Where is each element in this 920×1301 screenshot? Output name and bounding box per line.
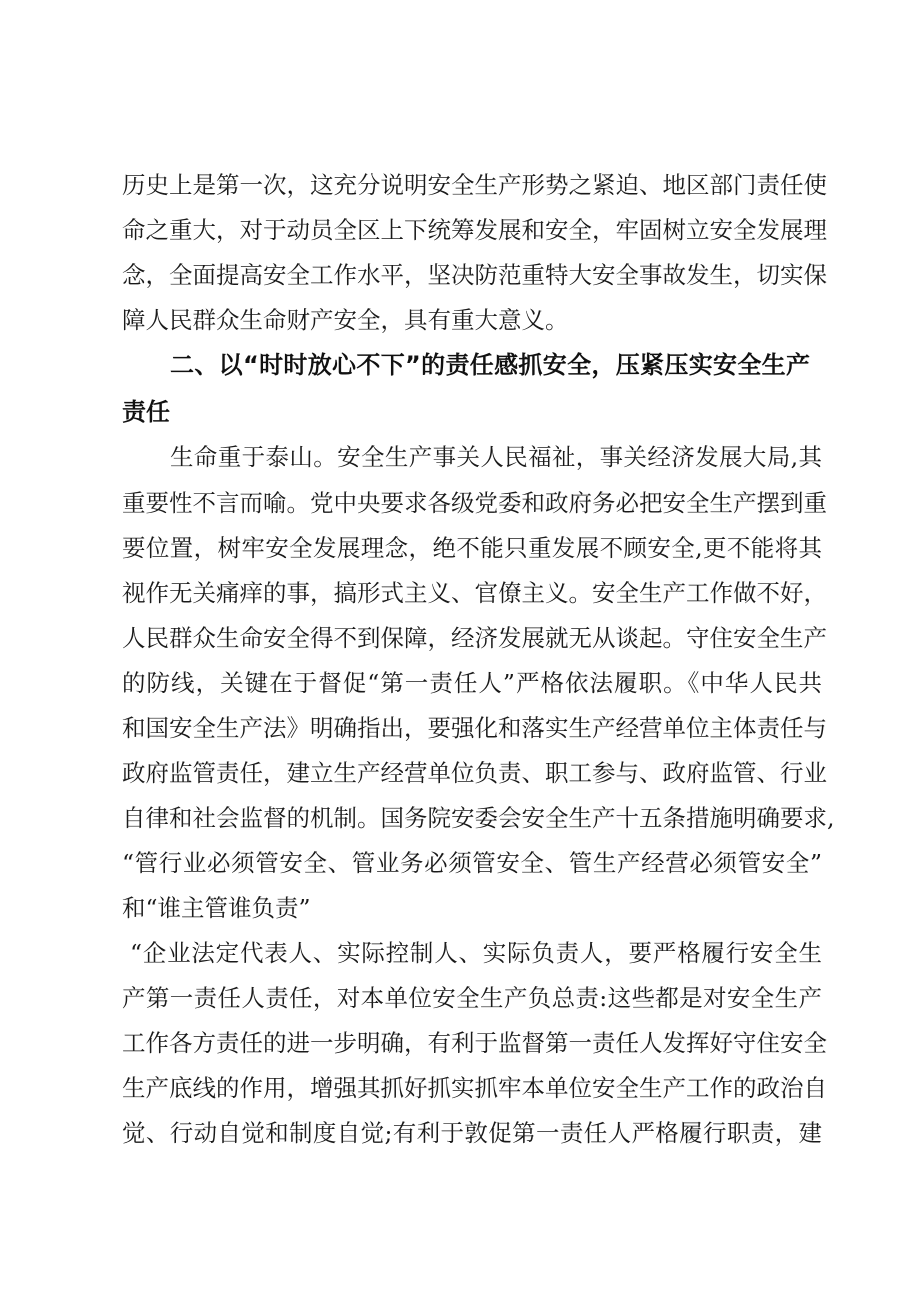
text-line: “企业法定代表人、实际控制人、实际负责人，要严格履行安全生 (130, 939, 822, 967)
heading-line: 二、以“时时放心不下”的责任感抓安全，压紧压实安全生产 (170, 351, 810, 379)
text-line: 障人民群众生命财产安全，具有重大意义。 (122, 306, 569, 334)
text-line: 和“谁主管谁负责” (122, 894, 311, 922)
text-line: 的防线，关键在于督促“第一责任人”严格依法履职。《中华人民共 (122, 669, 822, 697)
text-line: 政府监管责任，建立生产经营单位负责、职工参与、政府监管、行业 (122, 759, 827, 787)
text-line: 要位置，树牢安全发展理念，绝不能只重发展不顾安全,更不能将其 (122, 534, 822, 562)
text-line: 觉、行动自觉和制度自觉;有利于敦促第一责任人严格履行职责，建 (122, 1119, 822, 1147)
text-line: 产第一责任人责任，对本单位安全生产负总责:这些都是对安全生产 (122, 984, 822, 1012)
text-line: 命之重大，对于动员全区上下统筹发展和安全，牢固树立安全发展理 (122, 216, 827, 244)
text-line: 重要性不言而喻。党中央要求各级党委和政府务必把安全生产摆到重 (122, 489, 827, 517)
text-line: 生产底线的作用，增强其抓好抓实抓牢本单位安全生产工作的政治自 (122, 1074, 827, 1102)
text-line: 生命重于泰山。安全生产事关人民福祉，事关经济发展大局,其 (170, 443, 822, 471)
text-line: “管行业必须管安全、管业务必须管安全、管生产经营必须管安全” (122, 849, 822, 877)
text-line: 视作无关痛痒的事，搞形式主义、官僚主义。安全生产工作做不好， (122, 579, 827, 607)
text-line: 念，全面提高安全工作水平，坚决防范重特大安全事故发生，切实保 (122, 261, 827, 289)
text-line: 自律和社会监督的机制。国务院安委会安全生产十五条措施明确要求, (122, 804, 835, 832)
text-line: 人民群众生命安全得不到保障，经济发展就无从谈起。守住安全生产 (122, 624, 827, 652)
text-line: 和国安全生产法》明确指出，要强化和落实生产经营单位主体责任与 (122, 714, 827, 742)
heading-line: 责任 (122, 398, 170, 426)
text-line: 历史上是第一次，这充分说明安全生产形势之紧迫、地区部门责任使 (122, 171, 827, 199)
text-line: 工作各方责任的进一步明确，有利于监督第一责任人发挥好守住安全 (122, 1029, 827, 1057)
